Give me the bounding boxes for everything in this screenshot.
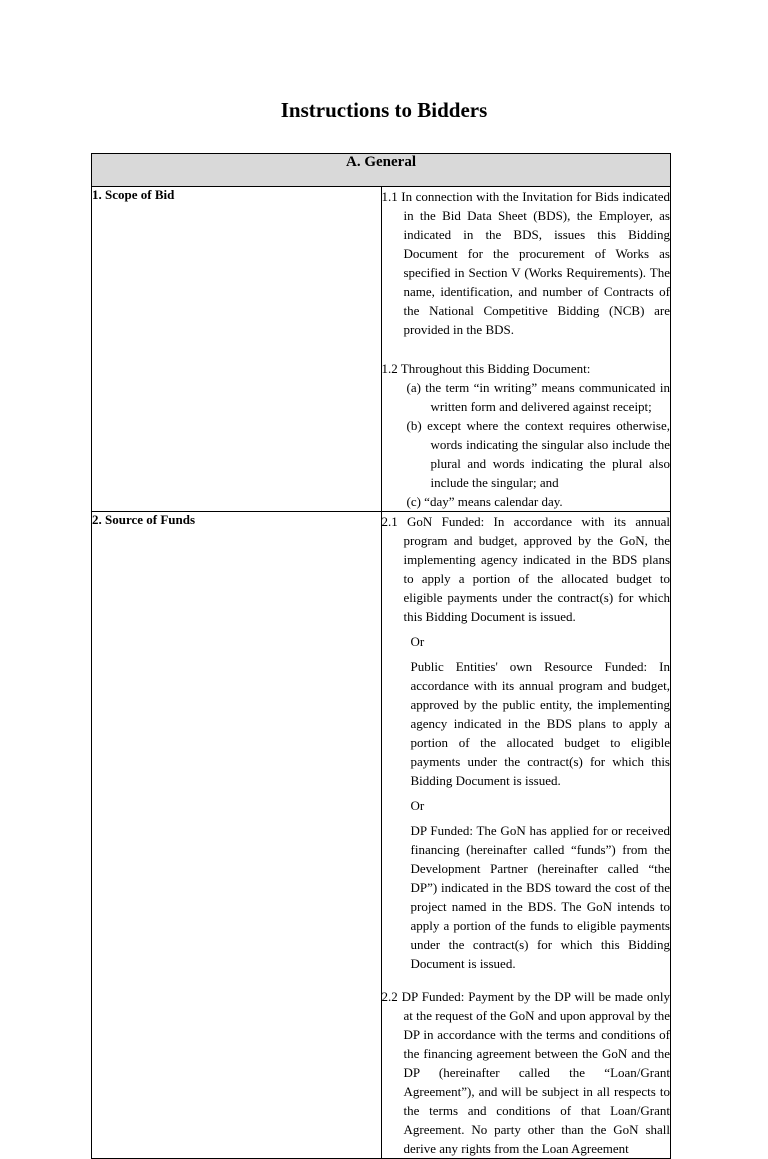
- clause-2-1: 2.1 GoN Funded: In accordance with its annual program and budget, approved by the GoN, the implementing agency indicated in the BDS plans to apply a portion of the allocated budget to eligible payments under the contract(s) for which this Bidding Document is issued.: [381, 514, 670, 624]
- clause-1-1: 1.1 In connection with the Invitation for Bids indicated in the Bid Data Sheet (BDS), the Employer, as indicated in the BDS, issues this Bidding Document for the procurement of Works as specified in Section V (Works Requirements). The name, identification, and number of Contracts of the National Competitive Bidding (NCB) are provided in the BDS.: [381, 189, 670, 337]
- row-label-scope-of-bid: 1. Scope of Bid: [92, 187, 382, 512]
- section-header: A. General: [92, 154, 671, 187]
- row-content-scope-of-bid: [381, 187, 671, 512]
- clause-1-2-item-b: (b) except where the context requires otherwise, words indicating the singular also include the plural and words indicating the plural also include the singular; and: [406, 418, 670, 490]
- row-content-source-of-funds: [381, 512, 671, 1159]
- clause-2-2: 2.2 DP Funded: Payment by the DP will be made only at the request of the GoN and upon approval by the DP in accordance with the terms and conditions of the financing agreement between the GoN and the DP (hereinafter called the “Loan/Grant Agreement”), and will be subject in all respects to the terms and conditions of that Loan/Grant Agreement. No party other than the GoN shall derive any rights from the Loan Agreement: [381, 989, 670, 1156]
- clause-1-2-item-c: (c) “day” means calendar day.: [406, 494, 563, 509]
- page-title: Instructions to Bidders: [280, 98, 488, 122]
- row-label-source-of-funds: 2. Source of Funds: [92, 512, 382, 1159]
- section-header-row: [92, 154, 671, 187]
- instructions-table: [91, 153, 671, 1159]
- clause-2-1-dp-funded: DP Funded: The GoN has applied for or received financing (hereinafter called “funds”) from the Development Partner (hereinafter called “the DP”) indicated in the BDS toward the cost of the project named in the BDS. The GoN intends to apply a portion of the funds to eligible payments under the contract(s) for which this Bidding Document is issued.: [410, 823, 670, 971]
- table-row: [92, 187, 671, 512]
- table-row: [92, 512, 671, 1159]
- or-separator: Or: [410, 634, 425, 649]
- clause-1-2-item-a: (a) the term “in writing” means communicated in written form and delivered against receipt;: [406, 380, 670, 414]
- clause-2-1-public-entities: Public Entities' own Resource Funded: In accordance with its annual program and budget, approved by the public entity, the implementing agency indicated in the BDS plans to apply a portion of the allocated budget to eligible payments under the contract(s) for which this Bidding Document is issued.: [410, 659, 670, 788]
- clause-1-2-intro: 1.2 Throughout this Bidding Document:: [381, 361, 591, 376]
- or-separator: Or: [410, 798, 425, 813]
